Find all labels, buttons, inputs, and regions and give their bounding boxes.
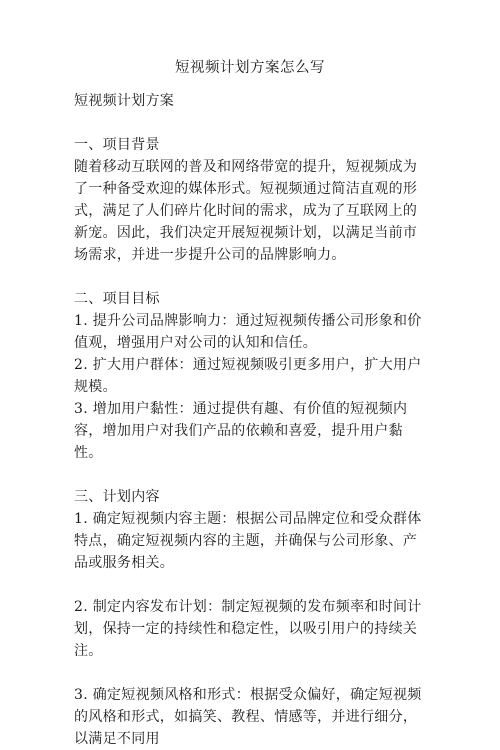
plan-item-3: 3. 确定短视频风格和形式：根据受众偏好，确定短视频的风格和形式，如搞笑、教程、情感等，并进行细分，以满足不同用 <box>74 687 422 747</box>
plan-item-2: 2. 制定内容发布计划：制定短视频的发布频率和时间计划，保持一定的持续性和稳定性，以吸引用户的持续关注。 <box>74 599 422 659</box>
document-body <box>74 90 430 750</box>
document-subtitle: 短视频计划方案 <box>74 93 175 109</box>
section-heading-goals: 二、项目目标 <box>74 291 160 307</box>
plan-item-1: 1. 确定短视频内容主题：根据公司品牌定位和受众群体特点，确定短视频内容的主题，并确保与公司形象、产品或服务相关。 <box>74 511 422 571</box>
background-paragraph: 随着移动互联网的普及和网络带宽的提升，短视频成为了一种备受欢迎的媒体形式。短视频通过简洁直观的形式，满足了人们碎片化时间的需求，成为了互联网上的新宠。因此，我们决定开展短视频计划，以满足当前市场需求，并进一步提升公司的品牌影响力。 <box>74 159 418 263</box>
section-heading-plan: 三、计划内容 <box>74 489 160 505</box>
document-title: 短视频计划方案怎么写 <box>175 60 325 76</box>
goal-item-2: 2. 扩大用户群体：通过短视频吸引更多用户，扩大用户规模。 <box>74 357 422 395</box>
goal-item-3: 3. 增加用户黏性：通过提供有趣、有价值的短视频内容，增加用户对我们产品的依赖和喜爱，提升用户黏性。 <box>74 401 408 461</box>
section-heading-background: 一、项目背景 <box>74 137 160 153</box>
goal-item-1: 1. 提升公司品牌影响力：通过短视频传播公司形象和价值观，增强用户对公司的认知和信任。 <box>74 313 422 351</box>
